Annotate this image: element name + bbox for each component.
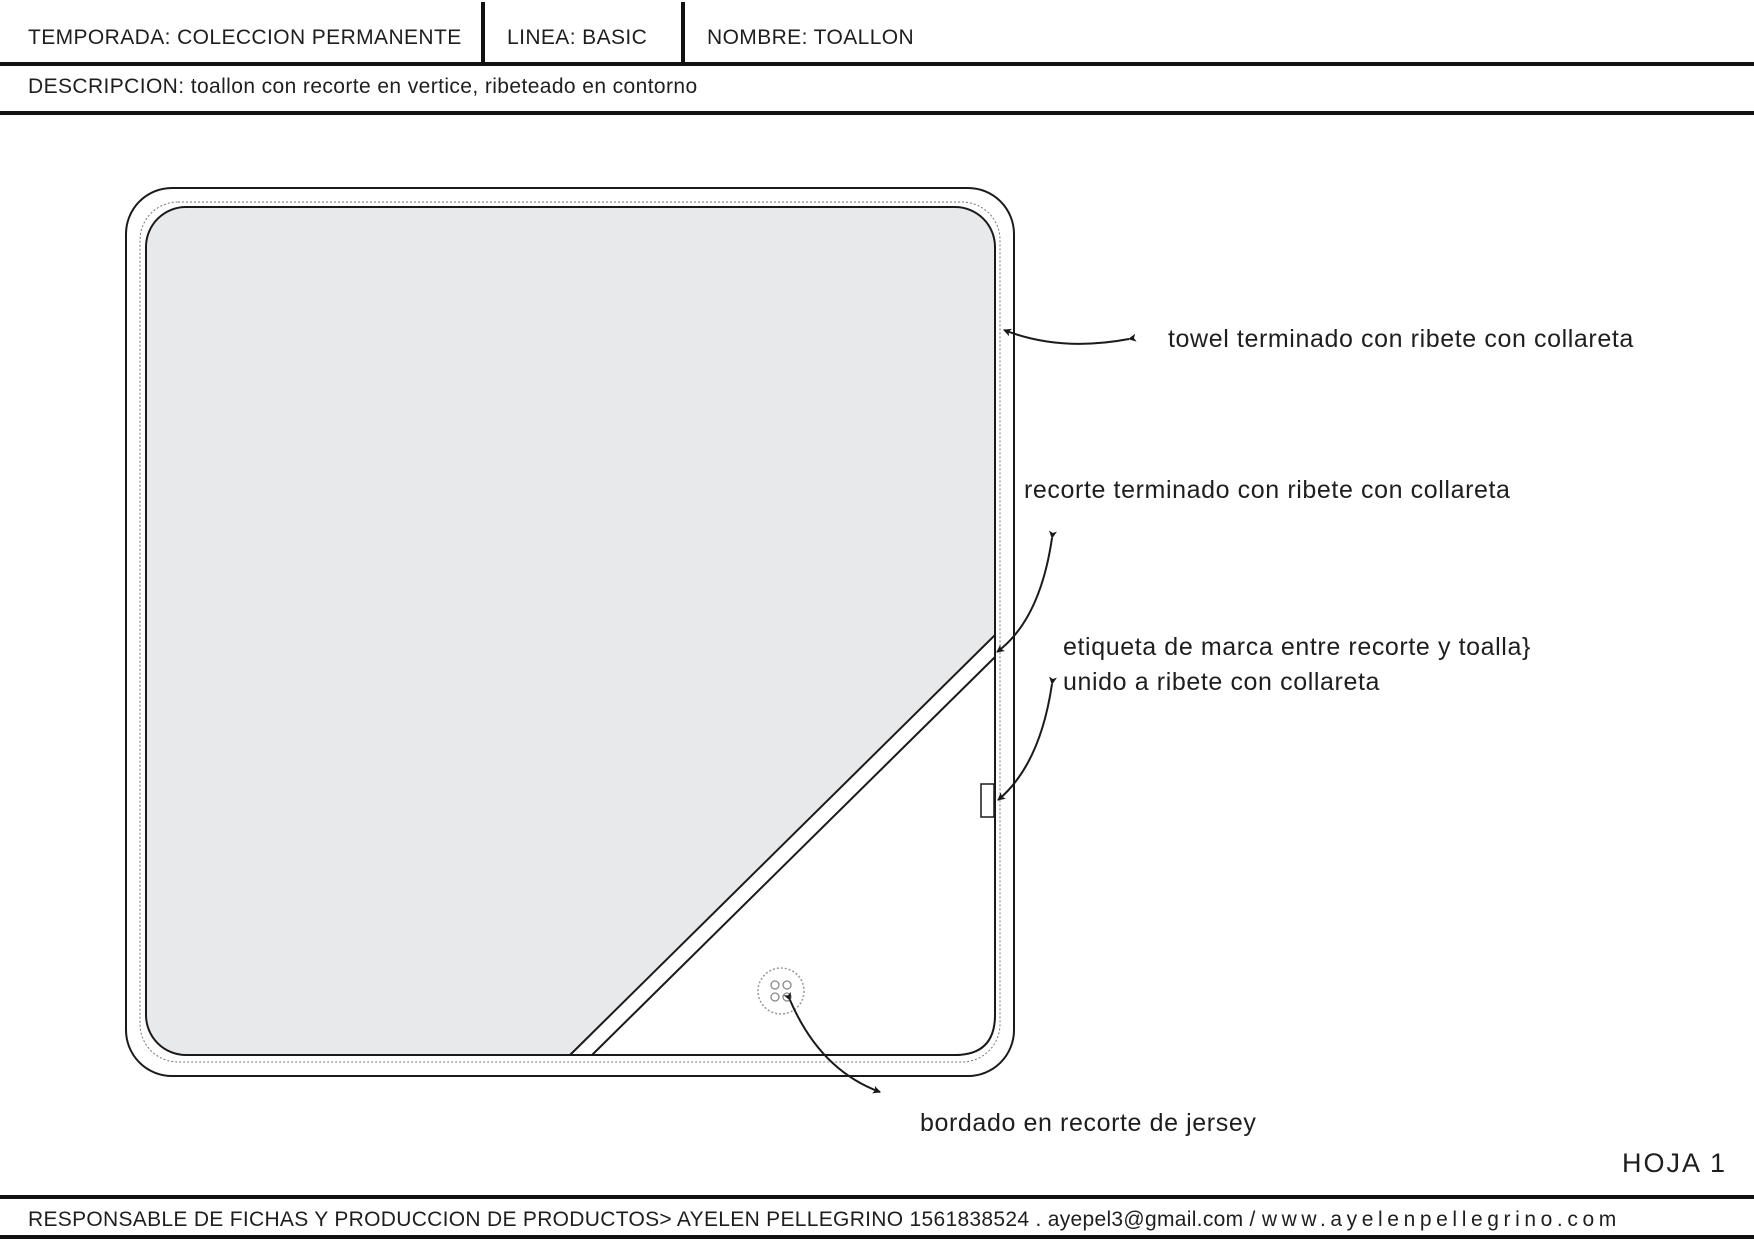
arrow-towel-edge <box>1004 330 1129 344</box>
annotation-label-line1: etiqueta de marca entre recorte y toalla} <box>1063 633 1531 661</box>
nombre-field: NOMBRE: TOALLON <box>707 26 915 49</box>
linea-field: LINEA: BASIC <box>507 26 648 49</box>
footer-rule <box>0 1195 1754 1199</box>
annotation-towel-edge: towel terminado con ribete con collareta <box>1168 325 1634 353</box>
footer-credits <box>28 1208 1621 1232</box>
footer-website: www.ayelenpellegrino.com <box>1261 1208 1621 1231</box>
annotation-cut-edge: recorte terminado con ribete con collareta <box>1024 476 1511 504</box>
temporada-field: TEMPORADA: COLECCION PERMANENTE <box>28 26 462 49</box>
sheet-number: HOJA 1 <box>1622 1148 1728 1178</box>
footer-bottom-rule <box>0 1235 1754 1239</box>
brand-label <box>981 784 994 817</box>
annotation-embroidery: bordado en recorte de jersey <box>920 1109 1257 1137</box>
descripcion-field: DESCRIPCION: toallon con recorte en vertice, ribeteado en contorno <box>28 75 698 98</box>
footer-responsable: RESPONSABLE DE FICHAS Y PRODUCCION DE PRODUCTOS> AYELEN PELLEGRINO 1561838524 . ayepel3@gmail.com / <box>28 1208 1262 1231</box>
annotation-label-line2: unido a ribete con collareta <box>1063 668 1380 696</box>
